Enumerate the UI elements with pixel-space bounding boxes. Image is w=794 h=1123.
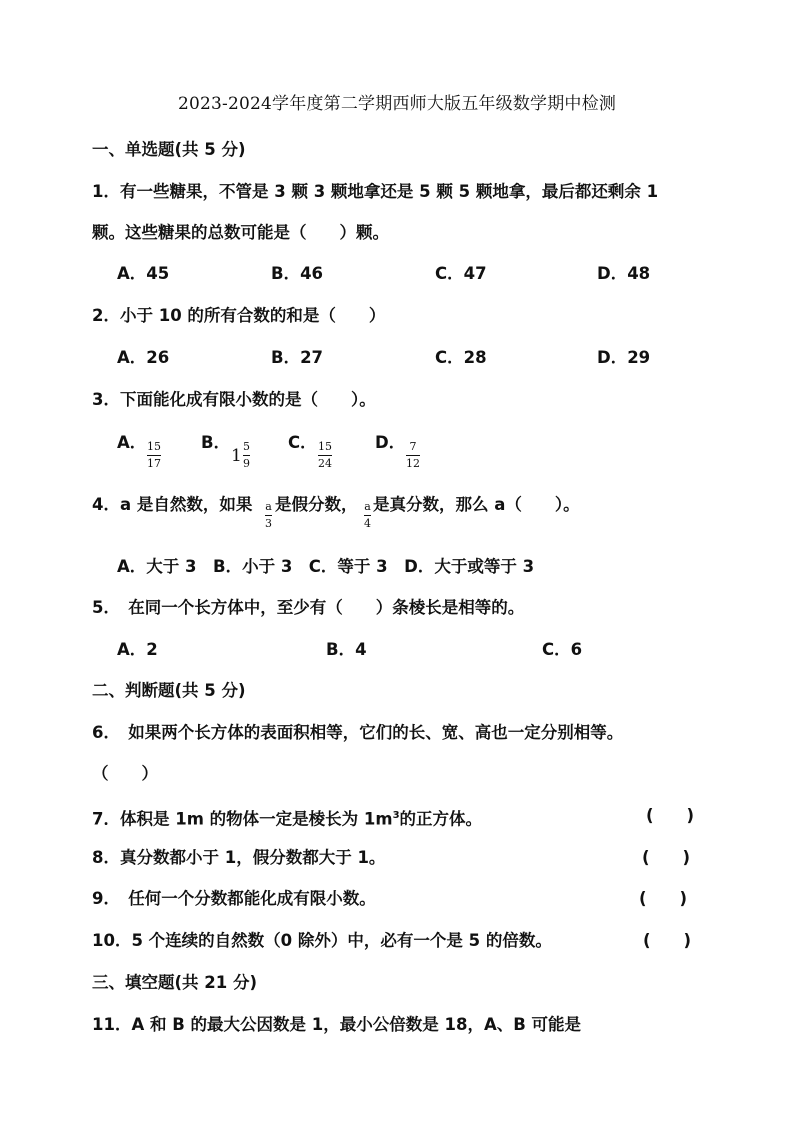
q2-option-b[interactable]: B．27: [271, 348, 324, 367]
numerator: 7: [409, 440, 417, 453]
numerator: a: [265, 500, 272, 513]
denominator: 3: [265, 517, 272, 530]
denominator: 17: [147, 457, 161, 470]
q1-option-a[interactable]: A．45: [117, 264, 170, 283]
question-1-line-1: 1．有一些糖果，不管是 3 颗 3 颗地拿还是 5 颗 5 颗地拿，最后都还剩余 1: [92, 182, 659, 201]
fraction-bar: [364, 515, 371, 516]
q5-option-c[interactable]: C．6: [542, 640, 583, 659]
question-3: 3．下面能化成有限小数的是（ ）。: [92, 390, 376, 409]
q3-option-c-fraction: [318, 440, 332, 470]
section-heading-single-choice: 一、单选题(共 5 分): [92, 140, 246, 159]
denominator: 4: [364, 517, 371, 530]
question-4-part-1: 4．a 是自然数，如果: [92, 495, 253, 514]
q6-answer-parentheses[interactable]: （ ）: [92, 764, 158, 783]
q7-superscript: 3: [392, 810, 400, 821]
fraction-bar: [243, 455, 250, 456]
numerator: 5: [243, 440, 250, 453]
question-10: 10．5 个连续的自然数（0 除外）中，必有一个是 5 的倍数。: [92, 931, 552, 950]
q1-option-c[interactable]: C．47: [435, 264, 487, 283]
numerator: a: [364, 500, 371, 513]
q1-option-b[interactable]: B．46: [271, 264, 324, 283]
q3-option-a-label[interactable]: A．: [117, 433, 147, 452]
page-title: 2023-2024学年度第二学期西师大版五年级数学期中检测: [177, 94, 617, 114]
section-heading-true-false: 二、判断题(共 5 分): [92, 681, 246, 700]
q4-fraction-a-over-4: [364, 500, 371, 530]
denominator: 12: [406, 457, 420, 470]
question-4-part-2: 是假分数，: [275, 495, 358, 514]
q3-option-a-fraction: [147, 440, 161, 470]
question-2: 2．小于 10 的所有合数的和是（ ）: [92, 306, 386, 325]
question-5: 5． 在同一个长方体中，至少有（ ）条棱长是相等的。: [92, 598, 525, 617]
section-heading-fill-in: 三、填空题(共 21 分): [92, 973, 258, 992]
q7-text-before: 7．体积是 1m 的物体一定是棱长为 1m: [92, 809, 393, 829]
q2-option-d[interactable]: D．29: [597, 348, 651, 367]
fraction-bar: [318, 455, 332, 456]
fraction-bar: [147, 455, 161, 456]
question-7: [92, 804, 482, 832]
q3-option-b-whole: 1: [231, 446, 242, 466]
denominator: 24: [318, 457, 332, 470]
question-1-line-2: 颗。这些糖果的总数可能是（ ）颗。: [92, 223, 389, 242]
q3-option-c-label[interactable]: C．: [288, 433, 317, 452]
numerator: 15: [318, 440, 332, 453]
q1-option-d[interactable]: D．48: [597, 264, 651, 283]
question-11: 11．A 和 B 的最大公因数是 1，最小公倍数是 18，A、B 可能是: [92, 1015, 582, 1034]
q3-option-b-fraction: [243, 440, 250, 470]
q3-option-d-fraction: [406, 440, 420, 470]
q4-options[interactable]: A．大于 3 B．小于 3 C．等于 3 D．大于或等于 3: [117, 557, 535, 576]
question-8: 8．真分数都小于 1，假分数都大于 1。: [92, 848, 386, 867]
question-9: 9． 任何一个分数都能化成有限小数。: [92, 889, 376, 908]
q7-text-after: 的正方体。: [399, 809, 483, 829]
numerator: 15: [147, 440, 161, 453]
fraction-bar: [406, 455, 420, 456]
q2-option-a[interactable]: A．26: [117, 348, 170, 367]
denominator: 9: [243, 457, 250, 470]
q8-answer-parentheses[interactable]: ( ): [642, 848, 691, 867]
q9-answer-parentheses[interactable]: ( ): [639, 889, 688, 908]
fraction-bar: [265, 515, 272, 516]
q3-option-b-label[interactable]: B．: [201, 433, 231, 452]
q3-option-d-label[interactable]: D．: [375, 433, 406, 452]
q4-fraction-a-over-3: [265, 500, 272, 530]
q5-option-b[interactable]: B．4: [326, 640, 367, 659]
q5-option-a[interactable]: A．2: [117, 640, 158, 659]
question-6: 6． 如果两个长方体的表面积相等，它们的长、宽、高也一定分别相等。: [92, 723, 624, 742]
q10-answer-parentheses[interactable]: ( ): [643, 931, 692, 950]
question-4-part-3: 是真分数，那么 a（ ）。: [373, 495, 580, 514]
q7-answer-parentheses[interactable]: ( ): [646, 806, 695, 825]
q2-option-c[interactable]: C．28: [435, 348, 487, 367]
